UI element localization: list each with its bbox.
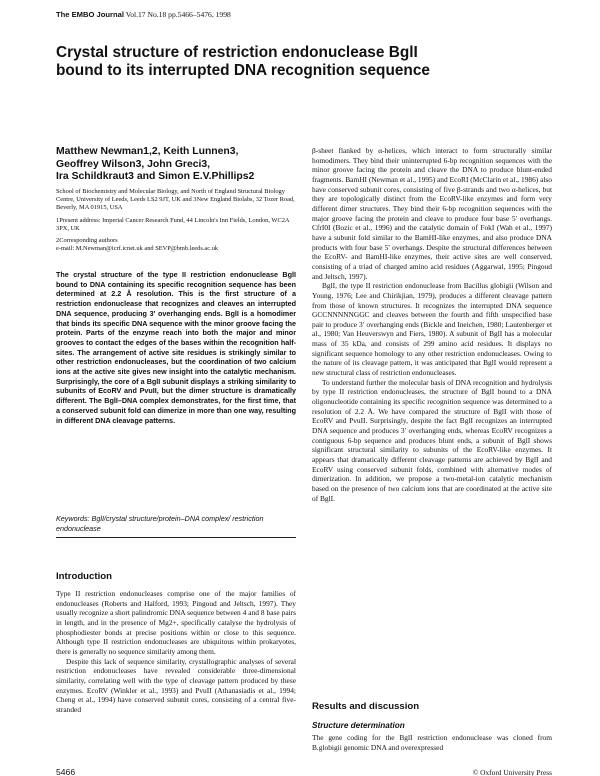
title-line-2: bound to its interrupted DNA recognition sequence bbox=[56, 62, 430, 79]
results-paragraph-1: The gene coding for the BglI restriction endonuclease was cloned from B.globigii genomic DNA and overexpressed bbox=[312, 733, 552, 752]
results-text bbox=[312, 733, 552, 752]
affiliation-present-address: 1Present address: Imperial Cancer Research Fund, 44 Lincoln's Inn Fields, London, WC2A 3PX, UK bbox=[56, 216, 290, 232]
author-line-2: Geoffrey Wilson3, John Greci3, bbox=[56, 158, 211, 170]
right-paragraph-3: To understand further the molecular basis of DNA recognition and hydrolysis by type II restriction endonucleases, the structure of BglI bound to a DNA oligonucleotide containing its specific recognition sequence was determined to a resolution of 2.2 Å. We have compared the structure of BglI with those of EcoRV and PvuII. Surprisingly, despite the fact BglI recognizes an interrupted DNA sequence and produces 3′ overhanging ends, whereas EcoRV recognizes a contiguous 6-bp sequence and produces blunt ends, a subunit of BglI shows significant structural similarity to subunits of the EcoRV-like enzymes. It appears that dramatically different cleavage patterns are achieved by BglI and EcoRV using conserved subunit folds, combined with alternative modes of dimerization. In addition, we propose a two-metal-ion catalytic mechanism based on the presence of two calcium ions that are coordinated at the active site of BglI. bbox=[312, 377, 552, 503]
introduction-text bbox=[56, 589, 296, 715]
running-header bbox=[56, 10, 231, 19]
intro-paragraph-2: Despite this lack of sequence similarity, crystallographic analyses of several restriction endonucleases have revealed considerable three-dimensional similarity, correlating well with the type of cleavage pattern produced by these enzymes. EcoRV (Winkler et al., 1993) and PvuII (Athanasiadis et al., 1994; Cheng et al., 1994) have conserved subunit cores, consisting of a central five-stranded bbox=[56, 656, 296, 714]
right-column-text bbox=[312, 146, 552, 503]
introduction-heading: Introduction bbox=[56, 571, 112, 582]
publisher-notice: © Oxford University Press bbox=[472, 768, 552, 776]
abstract: The crystal structure of the type II restriction endonuclease BglI bound to DNA containing its specific recognition sequence has been determined at 2.2 Å resolution. This is the first structure of a restriction endonuclease that recognizes and cleaves an interrupted DNA sequence, producing 3′ overhanging ends. BglI is a homodimer that binds its specific DNA sequence with the minor groove facing the protein. Parts of the enzyme reach into both the major and minor grooves to contact the edges of the bases within the recognition half-sites. The arrangement of active site residues is strikingly similar to other restriction endonucleases, but the coordination of two calcium ions at the active site gives new insight into the catalytic mechanism. Surprisingly, the core of a BglI subunit displays a striking similarity to subunits of EcoRV and PvuII, but the dimer structure is dramatically different. The BglI–DNA complex demonstrates, for the first time, that a conserved subunit fold can dimerize in more than one way, resulting in different DNA cleavage patterns. bbox=[56, 270, 296, 425]
journal-details: Vol.17 No.18 pp.5466–5476, 1998 bbox=[125, 10, 231, 19]
corresponding-authors: 2Corresponding authors bbox=[56, 237, 118, 245]
article-title bbox=[56, 44, 556, 80]
right-paragraph-1: β-sheet flanked by α-helices, which interact to form structurally similar homodimers. They bind their uninterrupted 6-bp recognition sequences with the minor groove facing the protein and cleave the DNA to produce blunt-ended fragments. BamHI (Newman et al., 1995) and EcoRI (McClarin et al., 1986) also have conserved subunit cores, consisting of five β-strands and two α-helices, but they are topologically distinct from the EcoRV-like enzymes and form very different dimer structures. They bind their 6-bp recognition sequences with the major groove facing the protein and cleave to produce four base 5′ overhangs. CfrI0I (Bozic et al., 1996) and the catalytic domain of FokI (Wah et al., 1997) have a subunit fold similar to the BamHI-like enzymes, and also produce DNA products with four base 5′ overhangs. Despite the structural differences between the EcoRV- and BamHI-like enzymes, their active sites are well conserved, consisting of a triad of charged amino acid residues (Aggarwal, 1995; Pingoud and Jeltsch, 1997). bbox=[312, 146, 552, 281]
structure-determination-heading: Structure determination bbox=[312, 721, 405, 730]
abstract-divider bbox=[56, 537, 296, 538]
title-line-1: Crystal structure of restriction endonuclease BglI bbox=[56, 44, 418, 61]
affiliation-main: School of Biochemistry and Molecular Biology, and North of England Structural Biology Centre, University of Leeds, Leeds LS2 9JT, UK and 3New England Biolabs, 32 Tozer Road, Beverly, MA 01915, USA bbox=[56, 188, 295, 212]
keywords: Keywords: BglI/crystal structure/protein–DNA complex/ restriction endonuclease bbox=[56, 514, 264, 533]
right-paragraph-2: BglI, the type II restriction endonuclease from Bacillus globigii (Wilson and Young, 1976; Lee and Chirikjian, 1979), produces a different cleavage pattern from those of known structures. It recognizes the interrupted DNA sequence GCCNNNNNGGC and cleaves between the fourth and fifth unspecified base pair to produce 3′ overhanging ends (Bickle and Ineichen, 1980; Lautenberger et al., 1980; Van Heuverswyn and Fiers, 1980). A subunit of BglI has a molecular mass of 35 kDa, and consists of 299 amino acid residues. It displays no significant sequence homology to any other restriction endonucleases. Owing to the nature of its cleavage pattern, it was anticipated that BglI would represent a new structural class of restriction endonucleases. bbox=[312, 281, 552, 378]
intro-paragraph-1: Type II restriction endonucleases comprise one of the major families of endonucleases (Roberts and Halford, 1993; Pingoud and Jeltsch, 1997). They usually recognize a short palindromic DNA sequence between 4 and 8 base pairs in length, and in the presence of Mg2+, specifically catalyse the hydrolysis of phosphodiester bonds at precise positions within or close to this sequence. Although type II restriction endonucleases are ubiquitous within prokaryotes, there is generally no sequence similarity among them. bbox=[56, 589, 296, 656]
author-line-3: Ira Schildkraut3 and Simon E.V.Phillips2 bbox=[56, 171, 255, 182]
results-heading: Results and discussion bbox=[312, 701, 420, 712]
journal-name: The EMBO Journal bbox=[56, 10, 124, 19]
page-number: 5466 bbox=[56, 767, 76, 776]
author-line-1: Matthew Newman1,2, Keith Lunnen3, bbox=[56, 146, 239, 157]
contact-email[interactable]: e-mail: M.Newman@icrf.icnet.uk and SEVP@bmb.leeds.ac.uk bbox=[56, 245, 219, 253]
author-list bbox=[56, 146, 296, 184]
affiliations bbox=[56, 188, 296, 257]
